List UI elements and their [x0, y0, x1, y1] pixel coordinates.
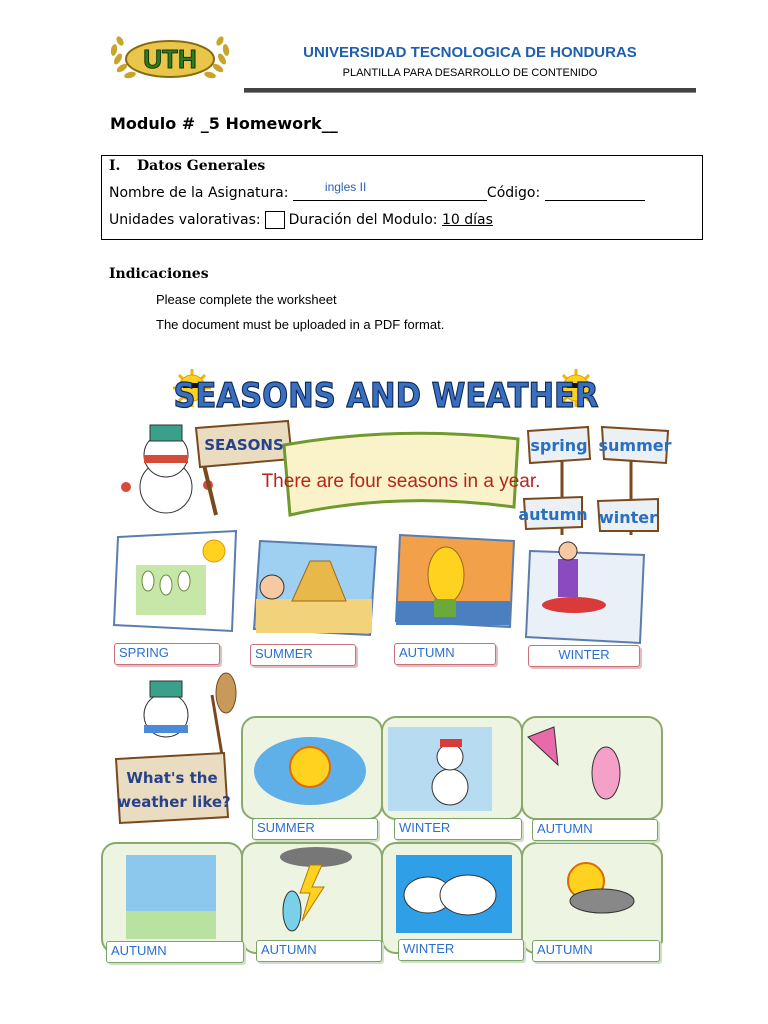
- spring-picture: [114, 531, 236, 631]
- answer-summer[interactable]: SUMMER: [250, 644, 356, 666]
- seasons-worksheet: [96, 355, 676, 965]
- sign-autumn: autumn: [518, 505, 588, 524]
- unidades-label: Unidades valorativas:: [109, 212, 261, 228]
- weather-card-snowman: [382, 717, 522, 819]
- weather-card-sunny: [242, 717, 382, 819]
- seasons-sign: [196, 421, 292, 515]
- duracion-value: 10 días: [441, 212, 493, 228]
- weather-card-cloudy: [382, 843, 522, 953]
- header-rule: [244, 88, 696, 93]
- weather-answer[interactable]: AUTUMN: [106, 941, 244, 963]
- weather-answer[interactable]: WINTER: [398, 939, 524, 961]
- weather-card-storm: [242, 843, 382, 953]
- weather-card-landscape: [102, 843, 242, 953]
- sign-summer: summer: [598, 436, 672, 455]
- instruction-line: The document must be uploaded in a PDF format.: [156, 317, 445, 332]
- weather-card-windy: [522, 717, 662, 819]
- seasons-sign-text: SEASONS: [204, 436, 284, 454]
- seasons-banner: [262, 433, 541, 515]
- uth-logo: [104, 30, 236, 88]
- indicaciones-title: Indicaciones: [109, 266, 209, 282]
- duracion-label: Duración del Modulo:: [288, 212, 438, 228]
- summer-picture: [254, 541, 376, 635]
- codigo-label: Código:: [486, 185, 541, 201]
- season-signs: [518, 427, 671, 535]
- weather-card-partly-sunny: [522, 843, 662, 953]
- template-subtitle: PLANTILLA PARA DESARROLLO DE CONTENIDO: [342, 67, 598, 79]
- banner-text: There are four seasons in a year.: [261, 471, 541, 492]
- asignatura-field[interactable]: [293, 180, 487, 201]
- codigo-field[interactable]: [545, 186, 645, 201]
- asignatura-label: Nombre de la Asignatura:: [109, 185, 289, 201]
- weather-answer[interactable]: AUTUMN: [256, 940, 382, 962]
- instruction-line: Please complete the worksheet: [156, 292, 337, 307]
- answer-autumn[interactable]: AUTUMN: [394, 643, 496, 665]
- weather-answer[interactable]: SUMMER: [252, 818, 378, 840]
- worksheet-title: SEASONS AND WEATHER: [173, 375, 599, 416]
- sign-spring: spring: [530, 436, 588, 455]
- datos-heading: [109, 158, 265, 174]
- weather-sign: [116, 753, 231, 823]
- weather-answer[interactable]: AUTUMN: [532, 819, 658, 841]
- weather-sign-line1: What's the: [126, 769, 218, 787]
- section-number: I.: [109, 158, 121, 174]
- autumn-picture: [396, 535, 514, 627]
- snowman-illustration: [144, 673, 236, 755]
- asignatura-row: [109, 180, 645, 201]
- sign-winter: winter: [598, 508, 658, 527]
- weather-answer[interactable]: AUTUMN: [532, 940, 660, 962]
- unidades-checkbox[interactable]: [265, 211, 285, 229]
- winter-picture: [526, 542, 644, 643]
- asignatura-value: ingles II: [324, 180, 367, 194]
- university-name: UNIVERSIDAD TECNOLOGICA DE HONDURAS: [303, 44, 637, 61]
- logo-text: UTH: [143, 44, 197, 74]
- section-title: Datos Generales: [137, 158, 266, 174]
- weather-sign-line2: weather like?: [117, 793, 231, 811]
- unidades-row: [109, 211, 493, 229]
- answer-winter[interactable]: WINTER: [528, 645, 640, 667]
- answer-spring[interactable]: SPRING: [114, 643, 220, 665]
- weather-answer[interactable]: WINTER: [394, 818, 522, 840]
- modulo-title: Modulo # _5 Homework__: [110, 114, 338, 133]
